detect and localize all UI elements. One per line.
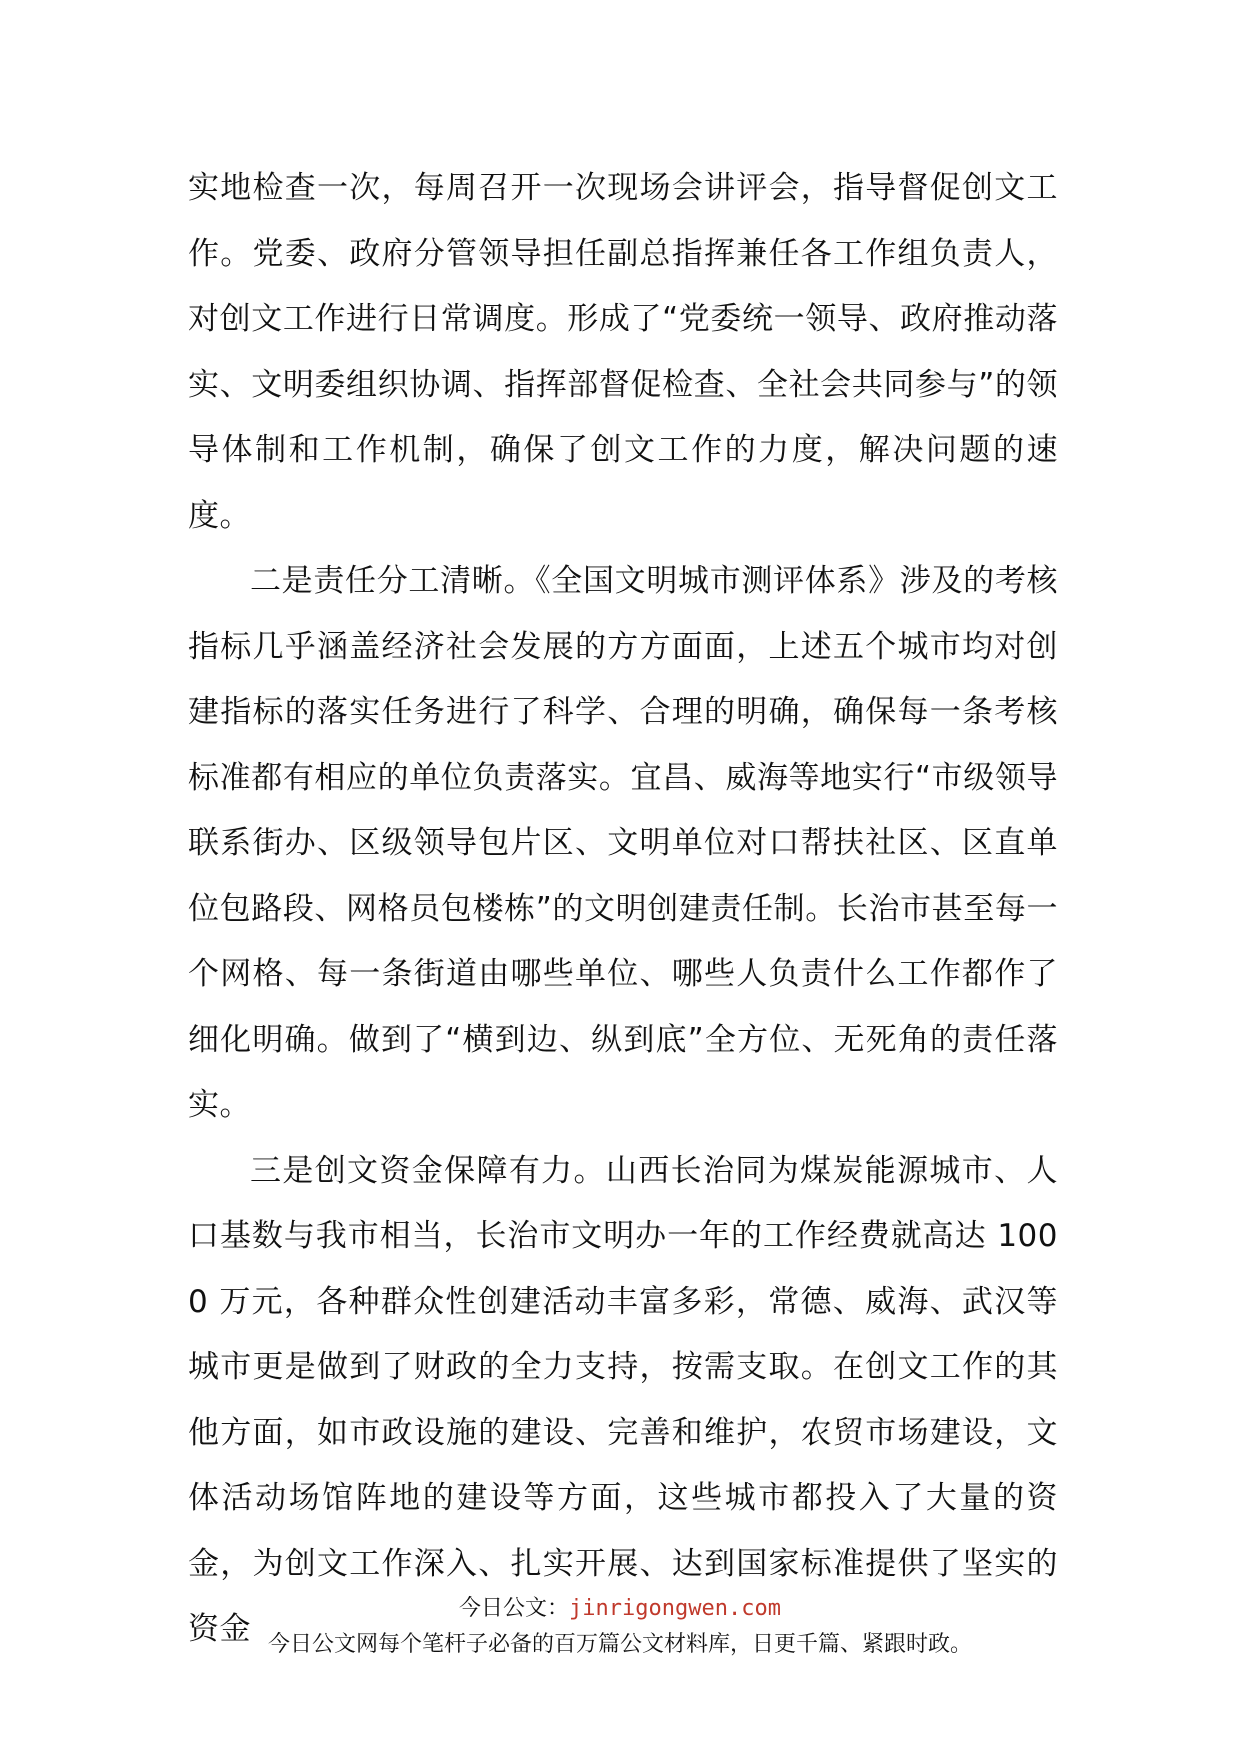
footer-site-label: 今日公文： — [459, 1596, 570, 1621]
footer-slogan: 今日公文网每个笔杆子必备的百万篇公文材料库，日更千篇、紧跟时政。 — [267, 1632, 972, 1657]
document-body — [188, 156, 1058, 1663]
paragraph-funding: 三是创文资金保障有力。山西长治同为煤炭能源城市、人口基数与我市相当，长治市文明办一年的工作经费就高达 1000 万元，各种群众性创建活动丰富多彩，常德、威海、武汉等城市更是做到了财政的全力支持，按需支取。在创文工作的其他方面，如市政设施的建设、完善和维护，农贸市场建设，文体活动场馆阵地的建设等方面，这些城市都投入了大量的资金，为创文工作深入、扎实开展、达到国家标准提供了坚实的资金 — [188, 1152, 1058, 1647]
page-footer — [0, 1591, 1240, 1663]
paragraph-continuation: 实地检查一次，每周召开一次现场会讲评会，指导督促创文工作。党委、政府分管领导担任副总指挥兼任各工作组负责人，对创文工作进行日常调度。形成了“党委统一领导、政府推动落实、文明委组织协调、指挥部督促检查、全社会共同参与”的领导体制和工作机制，确保了创文工作的力度，解决问题的速度。 — [188, 170, 1058, 534]
footer-site-line — [0, 1591, 1240, 1627]
footer-site-link[interactable]: jinrigongwen.com — [569, 1596, 781, 1621]
paragraph-responsibility: 二是责任分工清晰。《全国文明城市测评体系》涉及的考核指标几乎涵盖经济社会发展的方方面面，上述五个城市均对创建指标的落实任务进行了科学、合理的明确，确保每一条考核标准都有相应的单位负责落实。宜昌、威海等地实行“市级领导联系街办、区级领导包片区、文明单位对口帮扶社区、区直单位包路段、网格员包楼栋”的文明创建责任制。长治市甚至每一个网格、每一条街道由哪些单位、哪些人负责什么工作都作了细化明确。做到了“横到边、纵到底”全方位、无死角的责任落实。 — [188, 563, 1058, 1123]
